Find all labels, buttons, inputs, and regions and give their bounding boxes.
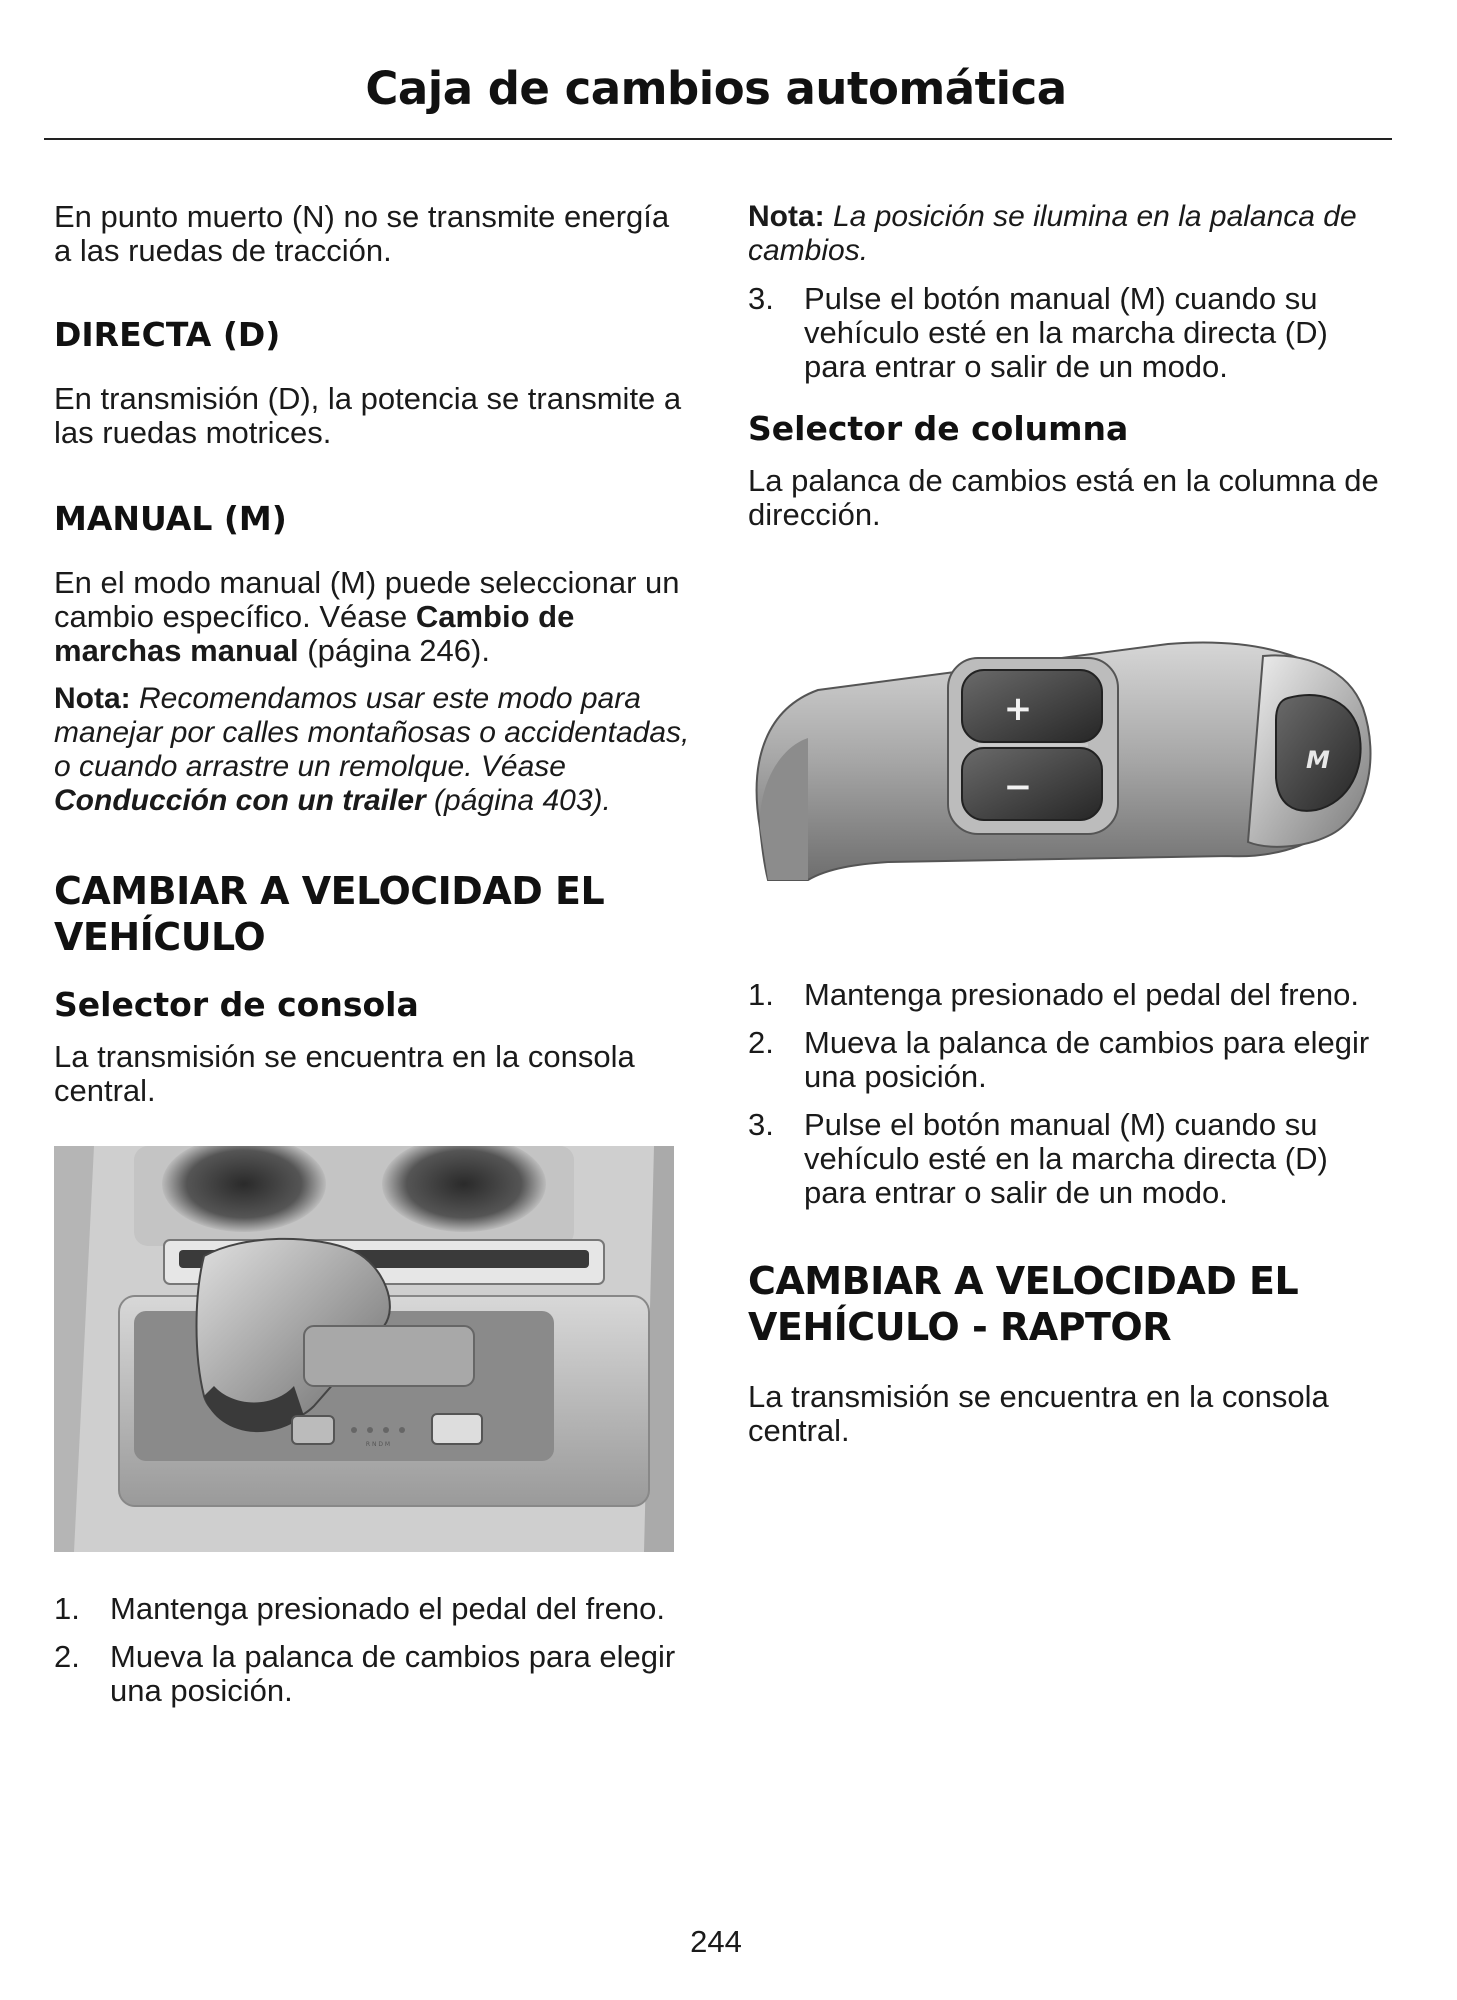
note-text: Recomendamos usar este modo para manejar por calles montañosas o accidentadas, o cuando arrastre un remolque. Véase — [54, 682, 690, 783]
page-title: Caja de cambios automática — [365, 62, 1067, 115]
list-item — [748, 1026, 1388, 1094]
right-column — [748, 200, 1388, 1448]
console-selector-text: La transmisión se encuentra en la consola central. — [54, 1039, 635, 1108]
left-column — [54, 200, 690, 1708]
indicator-dot — [351, 1427, 357, 1433]
list-item — [748, 1108, 1388, 1210]
list-item — [748, 282, 1388, 384]
indicator-dot — [399, 1427, 405, 1433]
gear-indicator-letters: R N D M — [365, 1441, 391, 1448]
raptor-section-heading: CAMBIAR A VELOCIDAD EL VEHÍCULO - RAPTOR — [748, 1259, 1299, 1349]
trailer-driving-link[interactable]: Conducción con un trailer — [54, 784, 426, 817]
drive-heading: DIRECTA (D) — [54, 315, 281, 354]
step-text: Pulse el botón manual (M) cuando su vehículo esté en la marcha directa (D) para entrar o salir de un modo. — [804, 1107, 1328, 1210]
neutral-intro-text: En punto muerto (N) no se transmite energía a las ruedas de tracción. — [54, 199, 670, 268]
manual-text-part: En el modo manual (M) puede seleccionar un cambio específico. Véase — [54, 565, 680, 634]
drive-text: En transmisión (D), la potencia se transmite a las ruedas motrices. — [54, 381, 682, 450]
step-number: 2. — [54, 1639, 80, 1674]
illumination-note — [748, 200, 1388, 268]
page-number: 244 — [690, 1924, 742, 1959]
raptor-text: La transmisión se encuentra en la consola central. — [748, 1379, 1329, 1448]
indicator-dot — [367, 1427, 373, 1433]
step-text: Pulse el botón manual (M) cuando su vehículo esté en la marcha directa (D) para entrar o salir de un modo. — [804, 281, 1328, 384]
note-text: La posición se ilumina en la palanca de cambios. — [748, 200, 1357, 267]
note-page-ref: (página 403). — [425, 784, 611, 817]
indicator-dot — [383, 1427, 389, 1433]
console-side-button — [432, 1414, 482, 1444]
column-selector-text: La palanca de cambios está en la columna de dirección. — [748, 463, 1379, 532]
step-number: 2. — [748, 1025, 774, 1060]
column-shifter-illustration — [748, 628, 1388, 882]
step-text: Mantenga presionado el pedal del freno. — [110, 1591, 665, 1626]
shifter-stem-cover — [304, 1326, 474, 1386]
manual-page-ref: (página 246). — [298, 633, 490, 668]
step-number: 3. — [748, 281, 774, 316]
list-item — [748, 978, 1388, 1012]
manual-text — [54, 566, 690, 668]
column-selector-heading: Selector de columna — [748, 409, 1129, 448]
title-divider — [44, 138, 1392, 140]
step-number: 1. — [748, 977, 774, 1012]
list-item — [54, 1592, 690, 1626]
shift-section-heading: CAMBIAR A VELOCIDAD EL VEHÍCULO — [54, 869, 605, 959]
column-steps-list — [748, 978, 1388, 1210]
manual-mode-label: M — [1306, 746, 1330, 774]
step-number: 1. — [54, 1591, 80, 1626]
step-text: Mantenga presionado el pedal del freno. — [804, 977, 1359, 1012]
step-number: 3. — [748, 1107, 774, 1142]
console-steps-list — [54, 1592, 690, 1708]
step-text: Mueva la palanca de cambios para elegir una posición. — [110, 1639, 676, 1708]
console-shifter-illustration — [54, 1146, 674, 1552]
list-item — [54, 1640, 690, 1708]
minus-label: − — [1003, 767, 1033, 807]
note-label: Nota: — [54, 682, 131, 715]
manual-shifting-link[interactable]: Cambio de marchas manual — [54, 599, 575, 668]
plus-label: + — [1003, 689, 1033, 729]
note-label: Nota: — [748, 200, 825, 233]
manual-heading: MANUAL (M) — [54, 499, 287, 538]
console-selector-heading: Selector de consola — [54, 985, 419, 1024]
continued-steps-list — [748, 282, 1388, 384]
console-mode-button — [292, 1416, 334, 1444]
step-text: Mueva la palanca de cambios para elegir una posición. — [804, 1025, 1370, 1094]
manual-note — [54, 682, 690, 818]
